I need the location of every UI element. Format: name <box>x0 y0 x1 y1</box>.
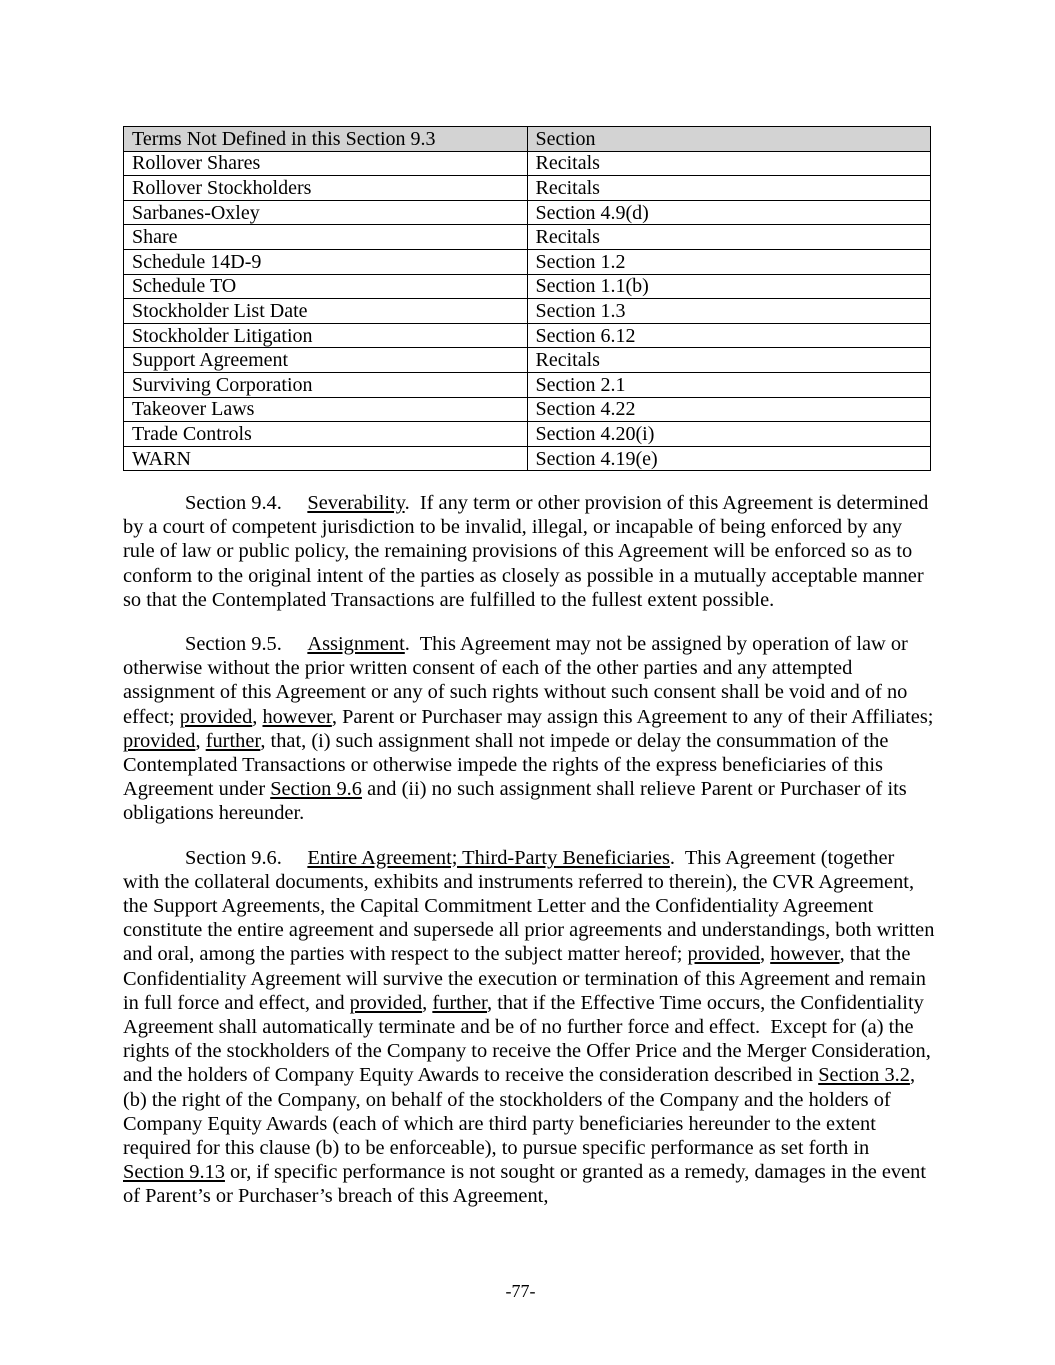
text-run: Section 9.4. <box>185 492 282 514</box>
text-run: , <box>760 943 771 966</box>
underlined-term: however <box>262 705 332 728</box>
paragraph-section-9-5 <box>123 632 935 826</box>
text-run: , <box>422 991 433 1014</box>
underlined-term: provided <box>123 729 196 752</box>
term-cell: Surviving Corporation <box>124 372 528 397</box>
text-run: Section 9.6. <box>185 846 282 869</box>
underlined-term: Assignment <box>307 633 405 656</box>
table-row <box>124 422 931 447</box>
table-row <box>124 397 931 422</box>
underlined-term: Entire Agreement; Third-Party Beneficiaries <box>307 846 670 869</box>
underlined-term: Section 9.6 <box>270 778 362 801</box>
term-cell: Takeover Laws <box>124 397 528 422</box>
text-run: . If any term or other provision of this Agreement is determined by a court of competent jurisdiction to be invalid, illegal, or incapable of being enforced by any rule of law or public policy, the remaining provisions of this Agreement will be enforced so as to conform to the original intent of the parties as closely as possible in a mutually acceptable manner so that the Contemplated Transactions are fulfilled to the fullest extent possible. <box>123 492 929 611</box>
table-header-row <box>124 127 931 152</box>
text-run: , <box>252 705 263 728</box>
section-cell: Section 4.9(d) <box>527 200 931 225</box>
term-cell: Rollover Shares <box>124 151 528 176</box>
term-cell: Schedule TO <box>124 274 528 299</box>
underlined-term: provided <box>687 943 760 966</box>
text-run <box>282 633 308 655</box>
section-cell: Section 4.20(i) <box>527 422 931 447</box>
section-cell: Recitals <box>527 225 931 250</box>
table-row <box>124 274 931 299</box>
text-run <box>282 492 308 514</box>
section-cell: Section 1.1(b) <box>527 274 931 299</box>
text-run: Section 9.5. <box>185 633 282 656</box>
terms-table <box>123 126 931 471</box>
text-run: , <box>195 729 206 752</box>
section-column-header: Section <box>527 127 931 152</box>
text-run: , that if the Effective Time occurs, the Confidentiality Agreement shall automatically terminate and be of no further force and effect. Except for (a) the rights of the stockholders of the Company to receive the Offer Price and the Merger Consideration, and the holders of Company Equity Awards to receive the consideration described in <box>123 991 931 1087</box>
table-row <box>124 151 931 176</box>
underlined-term: provided <box>349 991 423 1014</box>
table-row <box>124 348 931 373</box>
section-cell: Section 1.3 <box>527 299 931 324</box>
section-cell: Recitals <box>527 151 931 176</box>
section-cell: Section 4.19(e) <box>527 446 931 471</box>
text-run: . This Agreement (together with the collateral documents, exhibits and instruments referred to therein), the CVR Agreement, the Support Agreements, the Capital Commitment Letter and the Confidentiality Agreement constitute the entire agreement and supersede all prior agreements and understandings, both written and oral, among the parties with respect to the subject matter hereof; <box>123 846 935 966</box>
underlined-term: Section 3.2 <box>818 1064 910 1087</box>
text-run: , that the Confidentiality Agreement will survive the execution or termination of this Agreement and remain in full force and effect, and <box>123 943 926 1014</box>
term-cell: WARN <box>124 446 528 471</box>
underlined-term: further <box>205 729 261 752</box>
term-cell: Rollover Stockholders <box>124 176 528 201</box>
text-run: , that, (i) such assignment shall not impede or delay the consummation of the Contemplated Transactions or otherwise impede the rights of the express beneficiaries of this Agreement under <box>123 729 889 801</box>
section-cell: Recitals <box>527 348 931 373</box>
term-cell: Schedule 14D-9 <box>124 249 528 274</box>
table-row <box>124 323 931 348</box>
table-row <box>124 446 931 471</box>
paragraph-section-9-6 <box>123 846 935 1209</box>
text-run <box>282 847 308 869</box>
table-row <box>124 372 931 397</box>
table-row <box>124 176 931 201</box>
table-row <box>124 225 931 250</box>
text-run: , Parent or Purchaser may assign this Agreement to any of their Affiliates; <box>331 705 934 728</box>
table-row <box>124 249 931 274</box>
term-cell: Sarbanes-Oxley <box>124 200 528 225</box>
underlined-term: Section 9.13 <box>123 1161 225 1184</box>
table-row <box>124 200 931 225</box>
text-run: and (ii) no such assignment shall relieve Parent or Purchaser of its obligations hereunder. <box>123 778 907 825</box>
section-cell: Section 1.2 <box>527 249 931 274</box>
text-run: or, if specific performance is not sought or granted as a remedy, damages in the event of Parent’s or Purchaser’s breach of this Agreement, <box>123 1161 927 1208</box>
term-cell: Stockholder Litigation <box>124 323 528 348</box>
underlined-term: Severability <box>307 492 405 514</box>
text-run: . This Agreement may not be assigned by operation of law or otherwise without the prior written consent of each of the other parties and any attempted assignment of this Agreement or any of such rights without such consent shall be void and of no effect; <box>123 633 908 728</box>
term-cell: Share <box>124 225 528 250</box>
term-cell: Trade Controls <box>124 422 528 447</box>
underlined-term: further <box>432 991 488 1014</box>
underlined-term: provided <box>179 705 253 728</box>
section-cell: Section 2.1 <box>527 372 931 397</box>
section-cell: Recitals <box>527 176 931 201</box>
page-number: -77- <box>505 1281 536 1301</box>
section-cell: Section 4.22 <box>527 397 931 422</box>
underlined-term: however <box>770 943 840 966</box>
table-row <box>124 299 931 324</box>
term-cell: Support Agreement <box>124 348 528 373</box>
body-text <box>123 491 935 1229</box>
term-cell: Stockholder List Date <box>124 299 528 324</box>
terms-column-header: Terms Not Defined in this Section 9.3 <box>124 127 528 152</box>
paragraph-section-9-4 <box>123 491 935 612</box>
section-cell: Section 6.12 <box>527 323 931 348</box>
text-run: , (b) the right of the Company, on behalf of the stockholders of the Company and the holders of Company Equity Awards (each of which are third party beneficiaries hereunder to the extent required for this clause (b) to be enforceable), to pursue specific performance as set forth in <box>123 1064 916 1160</box>
